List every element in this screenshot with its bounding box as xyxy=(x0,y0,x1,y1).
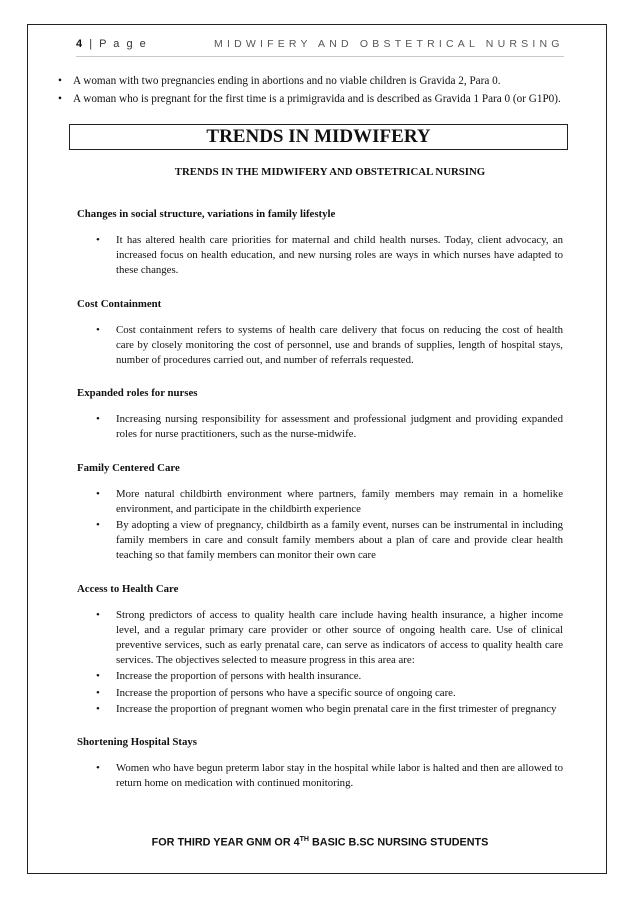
list-item: • Women who have begun preterm labor stay in the hospital while labor is halted and then are allowed to return home on medication with continued monitoring. xyxy=(77,761,563,791)
topic-bullets xyxy=(77,412,563,442)
topic-heading: Cost Containment xyxy=(77,297,162,310)
topic-heading: Expanded roles for nurses xyxy=(77,387,198,400)
topic-social-structure xyxy=(77,208,563,279)
list-item: • Strong predictors of access to quality health care include having health insurance, a higher income level, and a regular primary care provider or other source of ongoing health care. Use of clinical preventive services, such as early prenatal care, can serve as indicators of access to quality health care services. The objectives selected to measure progress in this area are: xyxy=(77,608,563,669)
section-title: TRENDS IN MIDWIFERY xyxy=(69,124,568,150)
list-item: • It has altered health care priorities for maternal and child health nurses. Today, client advocacy, an increased focus on health education, and new nursing roles are ways in which nurses have adapted to these changes. xyxy=(77,233,563,279)
page-header xyxy=(76,36,564,57)
topic-family-centered-care xyxy=(77,462,563,564)
topic-cost-containment xyxy=(77,298,563,369)
topic-bullets xyxy=(77,323,563,369)
topic-heading: Family Centered Care xyxy=(77,461,180,474)
topic-heading: Changes in social structure, variations in family lifestyle xyxy=(77,208,336,220)
section-subtitle: TRENDS IN THE MIDWIFERY AND OBSTETRICAL NURSING xyxy=(174,166,486,178)
topic-bullets xyxy=(77,761,563,791)
list-item: • Increase the proportion of persons who have a specific source of ongoing care. xyxy=(77,686,563,701)
topic-heading: Shortening Hospital Stays xyxy=(77,736,197,749)
topic-expanded-roles xyxy=(77,387,563,442)
intro-list xyxy=(55,72,575,108)
list-item: • Increasing nursing responsibility for assessment and professional judgment and providing expanded roles for nurse practitioners, such as the nurse-midwife. xyxy=(77,412,563,442)
list-item: • A woman with two pregnancies ending in abortions and no viable children is Gravida 2, Para 0. xyxy=(55,72,575,90)
list-item: • Cost containment refers to systems of health care delivery that focus on reducing the cost of health care by closely monitoring the cost of personnel, use and brands of supplies, length of hospital stays, number of procedures carried out, and number of referrals requested. xyxy=(77,323,563,369)
topic-heading: Access to Health Care xyxy=(77,582,179,595)
topic-access-to-health-care xyxy=(77,583,563,717)
page-footer: FOR THIRD YEAR GNM OR 4TH BASIC B.SC NURSING STUDENTS xyxy=(151,836,489,849)
trends-sections xyxy=(77,208,563,810)
list-item: • Increase the proportion of persons with health insurance. xyxy=(77,669,563,684)
list-item: • More natural childbirth environment where partners, family members may remain in a homelike environment, and participate in the childbirth experience xyxy=(77,487,563,517)
page-number: 4 | P a g e xyxy=(76,38,148,50)
topic-shortening-hospital-stays xyxy=(77,736,563,791)
list-item: • Increase the proportion of pregnant women who begin prenatal care in the first trimester of pregnancy xyxy=(77,702,563,717)
topic-bullets xyxy=(77,608,563,717)
list-item: • A woman who is pregnant for the first time is a primigravida and is described as Gravida 1 Para 0 (or G1P0). xyxy=(55,90,575,108)
list-item: • By adopting a view of pregnancy, childbirth as a family event, nurses can be instrumental in including family members in care and consult family members about a plan of care and provide clear health teaching so that family members can monitor their own care xyxy=(77,518,563,564)
topic-bullets xyxy=(77,487,563,564)
topic-bullets xyxy=(77,233,563,279)
running-title: MIDWIFERY AND OBSTETRICAL NURSING xyxy=(214,38,564,50)
